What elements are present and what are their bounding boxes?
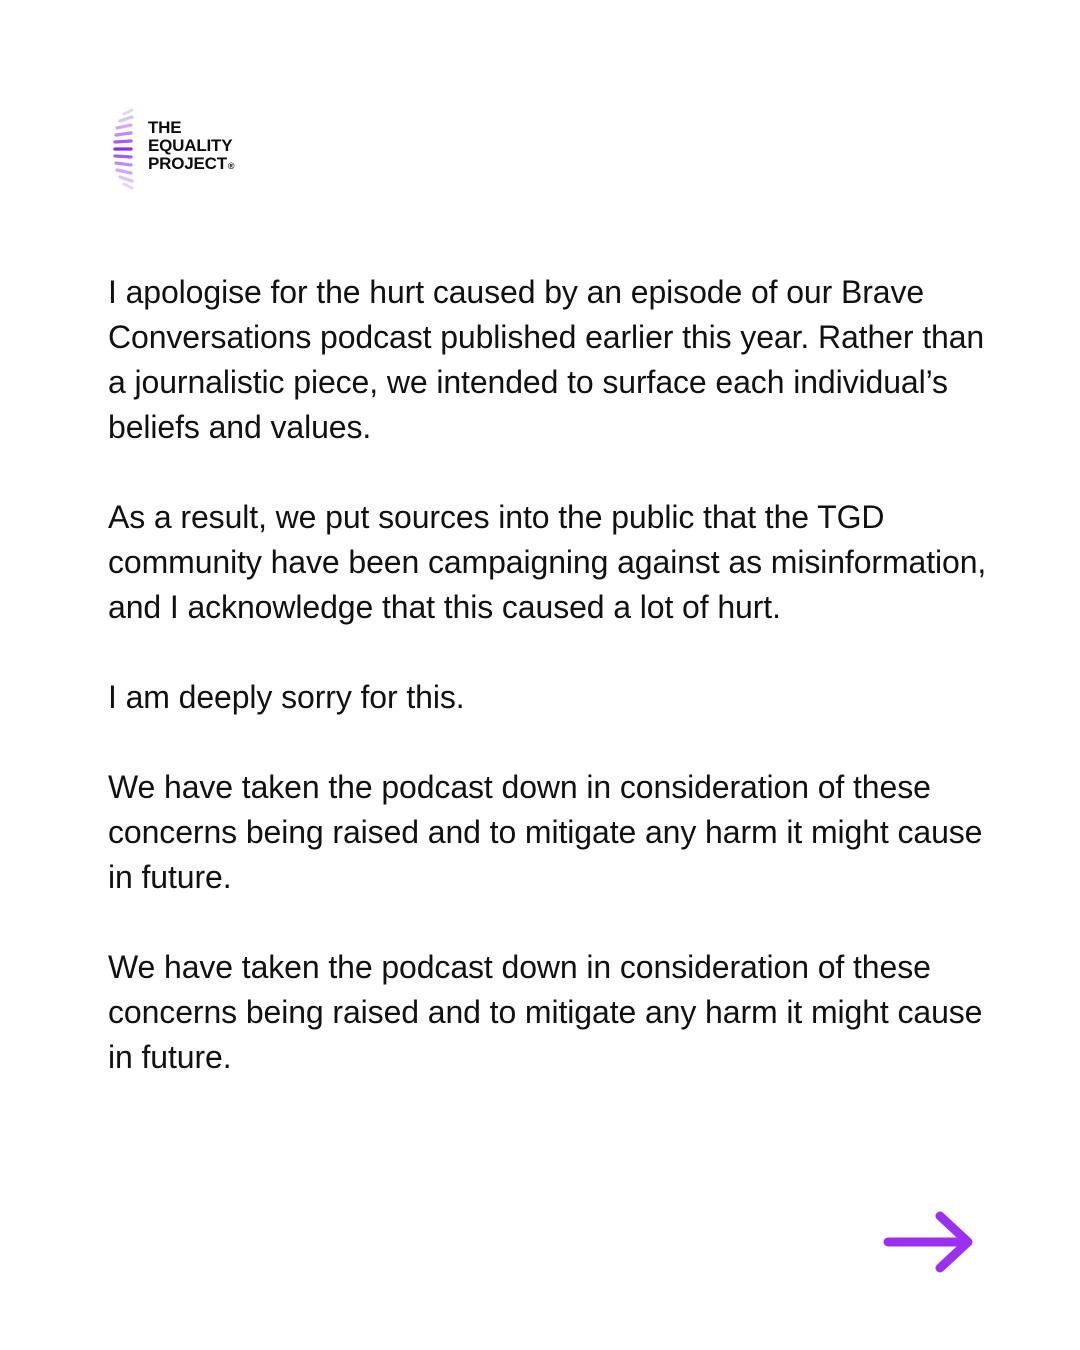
statement-paragraph-4: We have taken the podcast down in consideration of these concerns being raised and to mitigate any harm it might cause in future.	[108, 769, 983, 895]
arrow-right-icon[interactable]	[882, 1210, 976, 1274]
statement-paragraph-2: As a result, we put sources into the public that the TGD community have been campaigning against as misinformation, and I acknowledge that this caused a lot of hurt.	[108, 499, 987, 625]
brand-logo	[106, 106, 266, 190]
equality-project-logo-icon	[106, 106, 140, 190]
statement-body	[108, 270, 988, 1125]
statement-paragraph-1: I apologise for the hurt caused by an episode of our Brave Conversations podcast published earlier this year. Rather than a journalistic piece, we intended to surface each individual’s beliefs and values.	[108, 274, 985, 445]
brand-line-2: EQUALITY	[148, 136, 233, 155]
statement-paragraph-5: We have taken the podcast down in consideration of these concerns being raised and to mitigate any harm it might cause in future.	[108, 949, 983, 1075]
brand-line-3	[148, 155, 234, 175]
registered-mark: ®	[227, 161, 235, 171]
brand-wordmark	[148, 119, 234, 175]
statement-paragraph-3: I am deeply sorry for this.	[108, 679, 465, 715]
brand-line-3-text: PROJECT	[148, 154, 227, 173]
brand-line-1: THE	[148, 118, 182, 137]
